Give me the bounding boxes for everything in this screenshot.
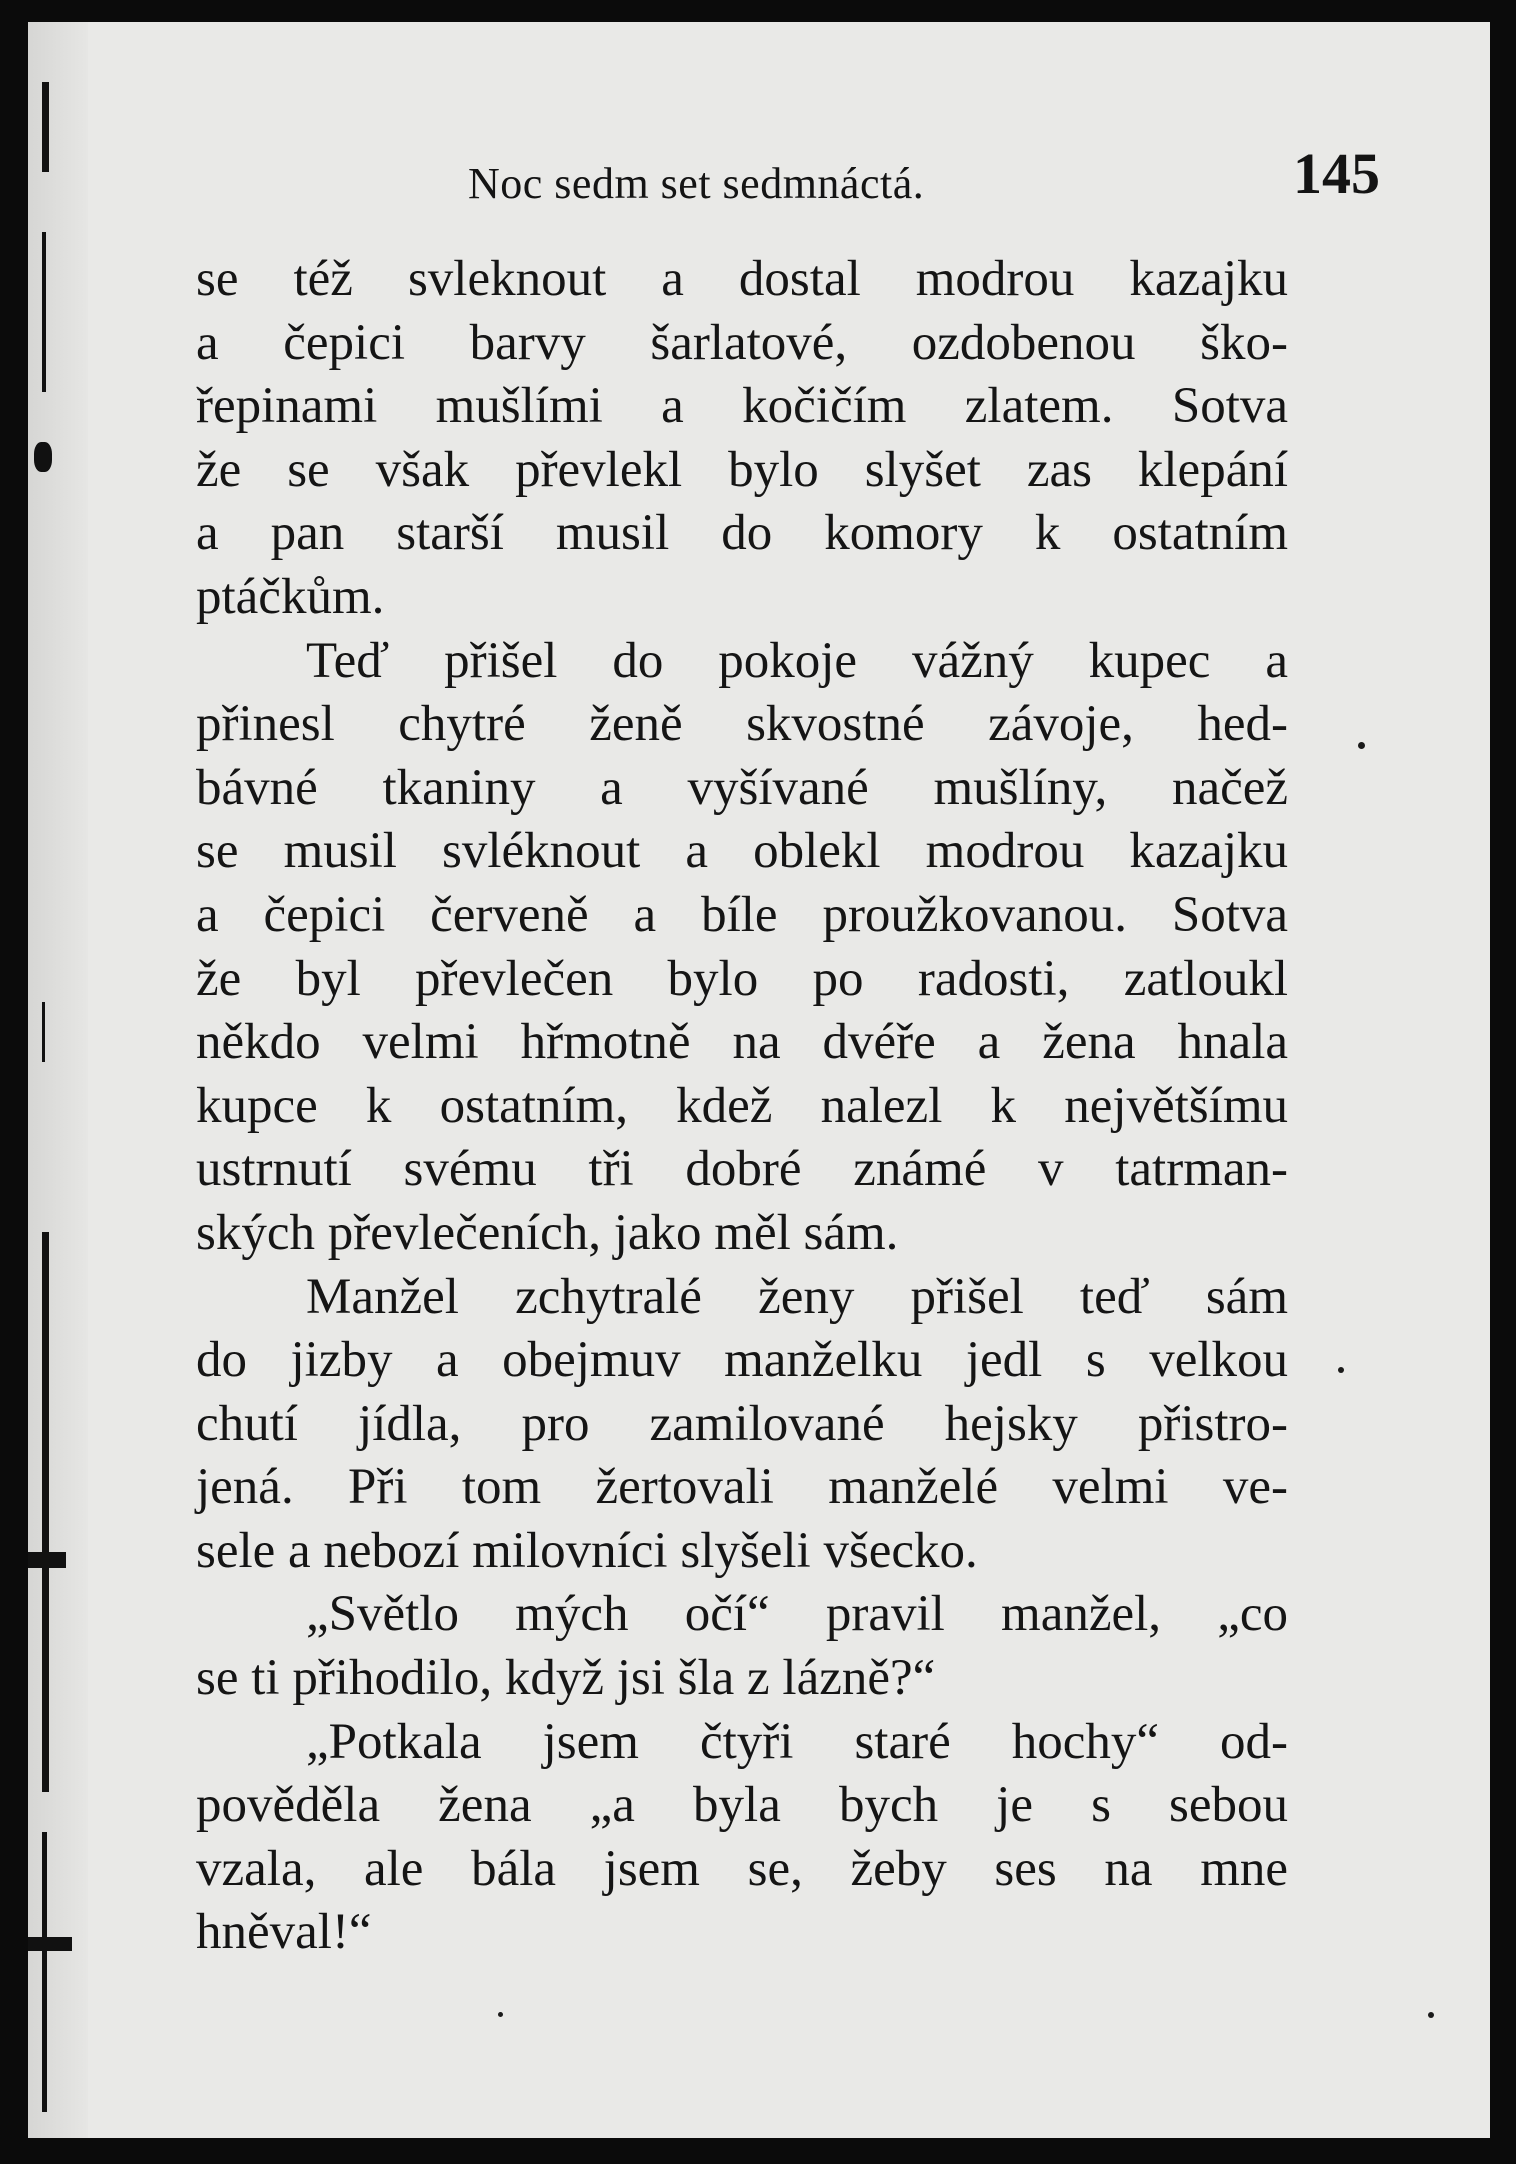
text-line: a čepici barvy šarlatové, ozdobenou ško- (196, 314, 1288, 371)
text-line: se ti přihodilo, když jsi šla z lázně?“ (196, 1650, 936, 1707)
page-gutter (28, 22, 88, 2138)
binding-mark (42, 232, 46, 392)
text-line: „Světlo mých očí“ pravil manžel, „co (306, 1586, 1288, 1643)
text-line: že byl převlečen bylo po radosti, zatloukl (196, 950, 1288, 1007)
text-line: a pan starší musil do komory k ostatním (196, 505, 1288, 562)
print-speck (498, 2012, 503, 2017)
text-line: že se však převlekl bylo slyšet zas klepání (196, 441, 1288, 498)
binding-mark (28, 1552, 66, 1568)
text-line: Manžel zchytralé ženy přišel teď sám (306, 1268, 1288, 1325)
binding-mark (42, 1832, 47, 2112)
text-line: kupce k ostatním, kdež nalezl k největšímu (196, 1077, 1288, 1134)
text-line: jená. Při tom žertovali manželé velmi ve- (196, 1459, 1288, 1516)
text-line: do jizby a obejmuv manželku jedl s velkou (196, 1332, 1288, 1389)
text-line: se též svleknout a dostal modrou kazajku (196, 251, 1288, 307)
binding-mark (28, 1937, 72, 1951)
text-line: ptáčkům. (196, 568, 385, 625)
text-line: se musil svléknout a oblekl modrou kazajku (196, 823, 1288, 880)
text-line: ských převlečeních, jako měl sám. (196, 1204, 899, 1261)
text-line: přinesl chytré ženě skvostné závoje, hed- (196, 696, 1288, 753)
body-text (196, 248, 1288, 1965)
binding-mark (42, 1002, 45, 1062)
print-speck (1428, 2012, 1434, 2018)
text-line: řepinami mušlími a kočičím zlatem. Sotva (196, 378, 1288, 435)
text-line: Teď přišel do pokoje vážný kupec a (306, 632, 1288, 689)
binding-mark (42, 82, 49, 172)
running-head: Noc sedm set sedmnáctá. (468, 159, 925, 208)
page-header (468, 140, 1380, 210)
text-line: hněval!“ (196, 1904, 372, 1961)
text-line: ustrnutí svému tři dobré známé v tatrman- (196, 1141, 1288, 1198)
text-line: „Potkala jsem čtyři staré hochy“ od- (306, 1713, 1288, 1770)
binding-mark (34, 442, 52, 472)
binding-mark (42, 1232, 49, 1792)
text-line: sele a nebozí milovníci slyšeli všecko. (196, 1522, 978, 1579)
text-line: bávné tkaniny a vyšívané mušlíny, načež (196, 759, 1288, 816)
text-line: chutí jídla, pro zamilované hejsky přistro- (196, 1395, 1288, 1452)
text-line: vzala, ale bála jsem se, žeby ses na mne (196, 1840, 1288, 1897)
book-page (28, 22, 1490, 2138)
print-speck (1338, 1367, 1344, 1373)
text-line: pověděla žena „a byla bych je s sebou (196, 1777, 1288, 1834)
print-speck (1358, 742, 1365, 749)
page-number: 145 (1293, 141, 1380, 206)
text-line: někdo velmi hřmotně na dvéře a žena hnala (196, 1014, 1288, 1071)
text-line: a čepici červeně a bíle proužkovanou. Sotva (196, 886, 1288, 943)
